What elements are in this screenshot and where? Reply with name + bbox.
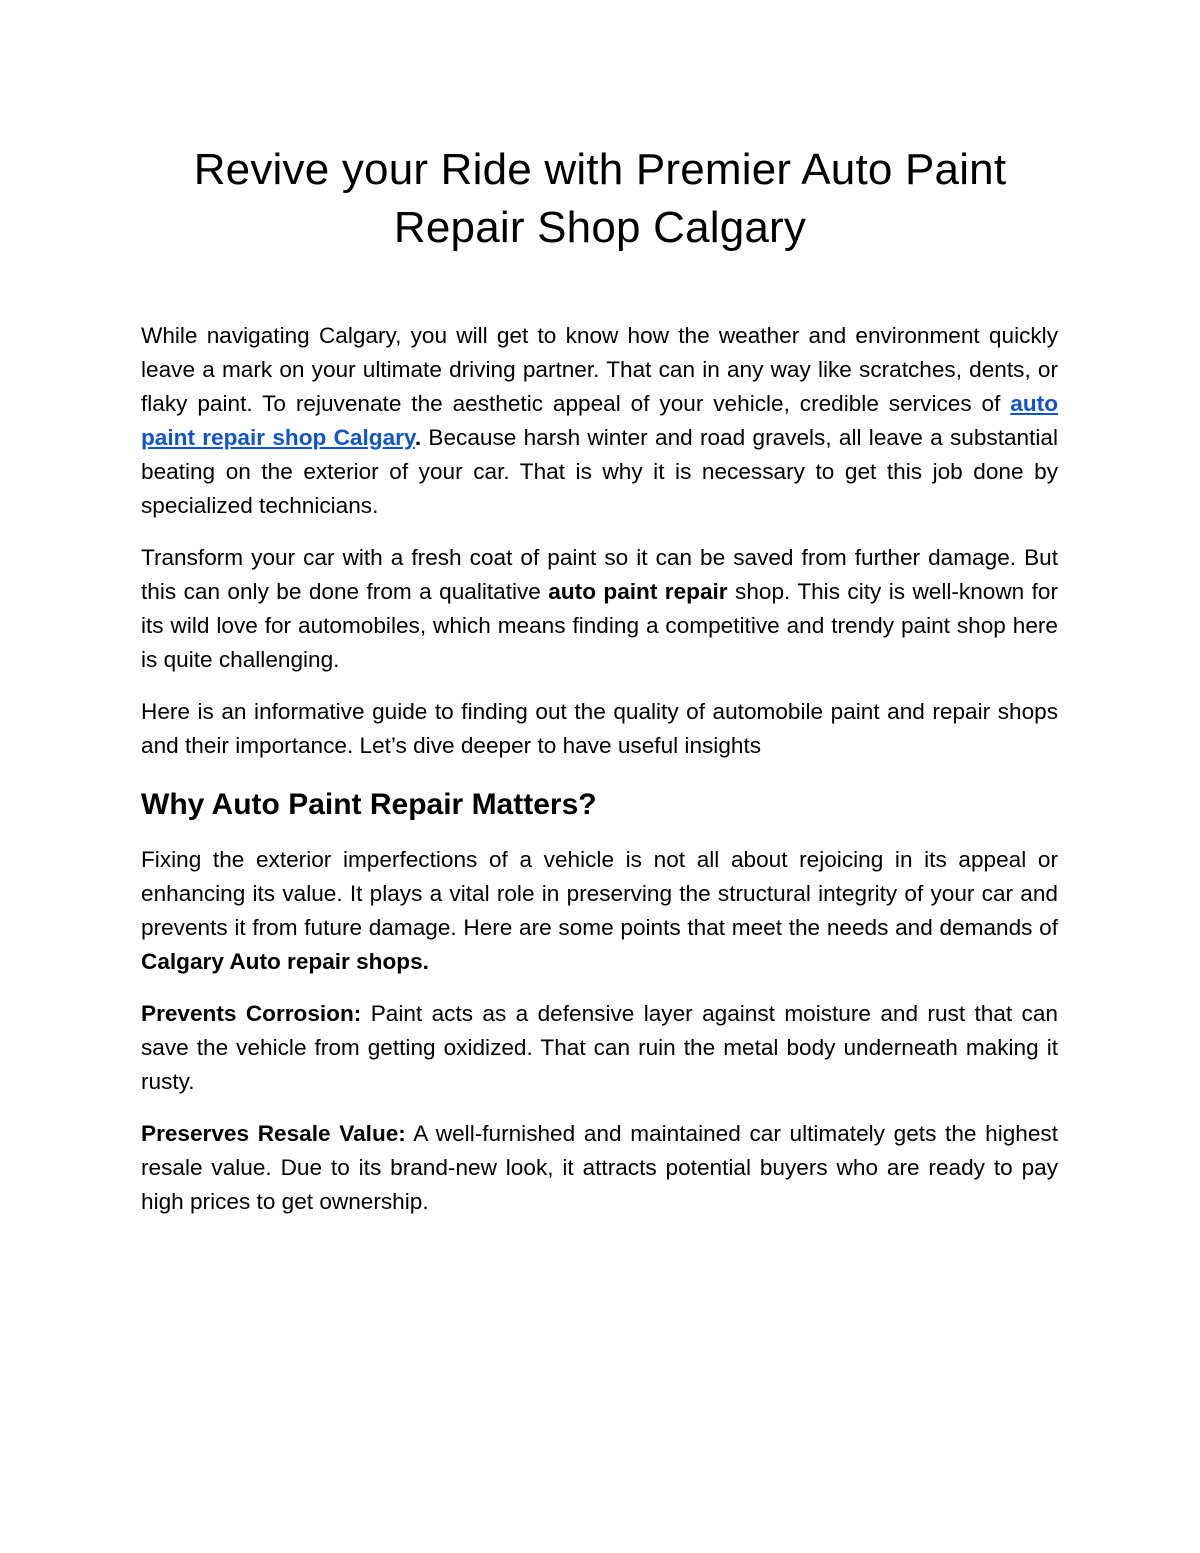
section-heading: Why Auto Paint Repair Matters?	[141, 788, 597, 821]
corrosion-text: Paint acts as a defensive layer against moisture and rust that can save the vehicle from getting oxidized. That can ruin the metal body underneath making it rusty.	[141, 1001, 1058, 1094]
paragraph-intro	[141, 319, 1058, 523]
paragraph-why-text: Fixing the exterior imperfections of a vehicle is not all about rejoicing in its appeal or enhancing its value. It plays a vital role in preserving the structural integrity of your car and prevents it from future damage. Here are some points that meet the needs and demands of	[141, 847, 1058, 940]
paragraph-transform-continuation: shop. This city is well-known for its wild love for automobiles, which means finding a competitive and trendy paint shop here is quite challenging.	[141, 579, 1059, 672]
document-body	[141, 319, 1058, 1237]
paragraph-intro-text: While navigating Calgary, you will get to know how the weather and environment quickly leave a mark on your ultimate driving partner. That can in any way like scratches, dents, or flaky paint. To rejuvenate the aesthetic appeal of your vehicle, credible services of	[141, 323, 1058, 416]
paragraph-resale	[141, 1117, 1058, 1219]
paragraph-guide: Here is an informative guide to finding out the quality of automobile paint and repair shops and their importance. Let’s dive deeper to have useful insights	[141, 699, 1058, 758]
corrosion-label: Prevents Corrosion:	[141, 1001, 362, 1026]
paragraph-intro-continuation: Because harsh winter and road gravels, all leave a substantial beating on the exterior of your car. That is why it is necessary to get this job done by specialized technicians.	[141, 425, 1058, 518]
paragraph-transform-text: Transform your car with a fresh coat of paint so it can be saved from further damage. But this can only be done from a qualitative	[141, 545, 1058, 604]
paragraph-why-bold: Calgary Auto repair shops.	[141, 949, 429, 974]
paragraph-why	[141, 843, 1058, 979]
auto-paint-repair-link[interactable]: auto paint repair shop Calgary	[141, 391, 1058, 450]
paragraph-transform-bold: auto paint repair	[548, 579, 728, 604]
document-title: Revive your Ride with Premier Auto Paint Repair Shop Calgary	[193, 145, 1007, 252]
paragraph-intro-period: .	[414, 425, 422, 450]
resale-label: Preserves Resale Value:	[141, 1121, 406, 1146]
paragraph-transform	[141, 541, 1058, 677]
paragraph-corrosion	[141, 997, 1058, 1099]
resale-text: A well-furnished and maintained car ultimately gets the highest resale value. Due to its brand-new look, it attracts potential buyers who are ready to pay high prices to get ownership.	[141, 1121, 1058, 1214]
